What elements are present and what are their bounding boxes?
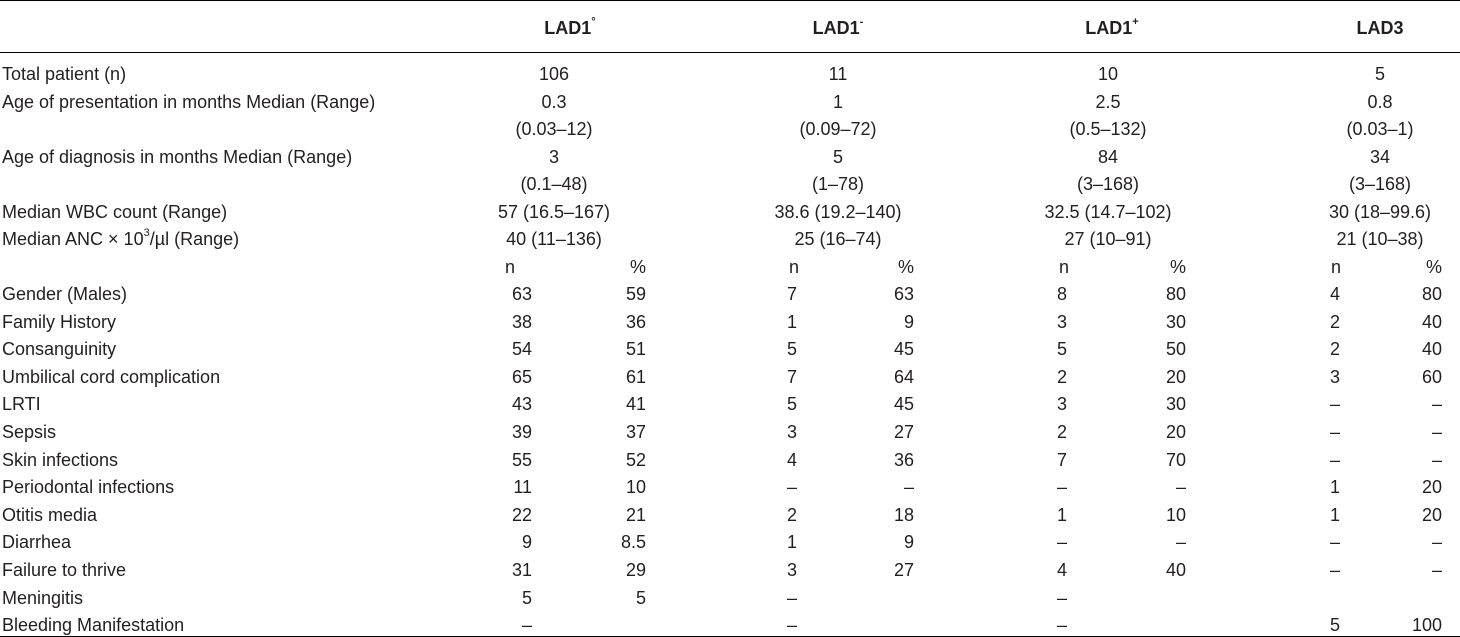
n-column-header: n xyxy=(505,257,516,277)
n-value: 5 xyxy=(1329,615,1340,636)
n-value: 22 xyxy=(511,504,532,525)
percent-column-header: % xyxy=(629,257,646,277)
n-value: 3 xyxy=(1329,366,1340,387)
summary-value: 2.5 xyxy=(1095,92,1121,112)
percent-value: 37 xyxy=(625,422,646,442)
n-value: 4 xyxy=(786,449,797,470)
percent-value: 52 xyxy=(625,449,646,470)
percent-value: 61 xyxy=(625,366,646,387)
percent-value: 8.5 xyxy=(620,532,646,553)
n-value: 2 xyxy=(1329,339,1340,360)
n-value: 2 xyxy=(1329,311,1340,332)
n-value: – xyxy=(1329,532,1340,553)
n-value: 3 xyxy=(786,560,797,580)
col-header-lad3: LAD3 xyxy=(1356,18,1404,38)
percent-value: 10 xyxy=(1165,504,1186,525)
percent-value: 63 xyxy=(893,284,914,304)
n-value: 5 xyxy=(786,339,797,360)
summary-value: 3 xyxy=(548,147,560,167)
n-value: – xyxy=(786,477,797,498)
summary-value: 38.6 (19.2–140) xyxy=(774,202,902,222)
n-value: 1 xyxy=(1056,504,1067,525)
percent-value: 20 xyxy=(1421,504,1442,525)
summary-value: 10 xyxy=(1097,64,1119,84)
percent-value: 40 xyxy=(1421,311,1442,332)
n-value: 31 xyxy=(511,560,532,580)
row-label: Consanguinity xyxy=(2,339,117,360)
n-value: 3 xyxy=(786,422,797,442)
percent-value: – xyxy=(1431,394,1442,415)
n-value: – xyxy=(786,615,797,636)
n-value: 4 xyxy=(1329,284,1340,304)
n-value: – xyxy=(1329,449,1340,470)
percent-column-header: % xyxy=(897,257,914,277)
summary-value: (0.03–12) xyxy=(515,119,593,139)
summary-value: 106 xyxy=(538,64,570,84)
n-value: 54 xyxy=(511,339,532,360)
n-value: – xyxy=(786,587,797,608)
n-value: 4 xyxy=(1056,560,1067,580)
n-value: 5 xyxy=(786,394,797,415)
n-value: 5 xyxy=(521,587,532,608)
top-rule xyxy=(0,0,1460,1)
percent-value: 41 xyxy=(625,394,646,415)
percent-value: 36 xyxy=(625,311,646,332)
summary-value: (0.1–48) xyxy=(520,174,588,194)
row-label: Family History xyxy=(2,311,117,332)
percent-value: 45 xyxy=(893,339,914,360)
header-rule xyxy=(0,52,1460,53)
percent-value: 50 xyxy=(1165,339,1186,360)
summary-value: 57 (16.5–167) xyxy=(497,202,611,222)
n-value: 1 xyxy=(1329,504,1340,525)
percent-value: 59 xyxy=(625,284,646,304)
percent-value: 20 xyxy=(1165,422,1186,442)
n-column-header: n xyxy=(789,257,800,277)
n-value: 65 xyxy=(511,366,532,387)
percent-value: 29 xyxy=(625,560,646,580)
percent-value: 36 xyxy=(893,449,914,470)
n-value: 39 xyxy=(511,422,532,442)
percent-value: 20 xyxy=(1421,477,1442,498)
percent-value: 27 xyxy=(893,560,914,580)
percent-value: 70 xyxy=(1165,449,1186,470)
n-value: 2 xyxy=(1056,366,1067,387)
row-label: Total patient (n) xyxy=(2,64,127,84)
n-value: – xyxy=(1056,587,1067,608)
row-label: Failure to thrive xyxy=(2,560,127,580)
row-label: Bleeding Manifestation xyxy=(2,615,185,636)
n-value: 38 xyxy=(511,311,532,332)
anc-value: 27 (10–91) xyxy=(1064,229,1152,249)
summary-value: 0.3 xyxy=(541,92,567,112)
percent-value: – xyxy=(903,477,914,498)
n-value: – xyxy=(1329,422,1340,442)
n-value: – xyxy=(1056,477,1067,498)
row-label: Sepsis xyxy=(2,422,57,442)
summary-value: (0.09–72) xyxy=(799,119,877,139)
n-column-header: n xyxy=(1059,257,1070,277)
percent-value: – xyxy=(1175,477,1186,498)
summary-value: (0.03–1) xyxy=(1346,119,1414,139)
percent-value: 80 xyxy=(1165,284,1186,304)
n-value: 63 xyxy=(511,284,532,304)
summary-value: 5 xyxy=(1374,64,1386,84)
summary-value: 34 xyxy=(1369,147,1391,167)
n-value: 3 xyxy=(1056,311,1067,332)
percent-value: 40 xyxy=(1165,560,1186,580)
percent-value: – xyxy=(1431,449,1442,470)
percent-value: 51 xyxy=(625,339,646,360)
n-value: 55 xyxy=(511,449,532,470)
col-header-lad1-plus: LAD1+ xyxy=(1085,16,1139,38)
percent-value: 30 xyxy=(1165,311,1186,332)
summary-value: 84 xyxy=(1097,147,1119,167)
percent-value: 21 xyxy=(625,504,646,525)
summary-value: 0.8 xyxy=(1367,92,1393,112)
n-value: – xyxy=(1056,615,1067,636)
n-column-header: n xyxy=(1331,257,1342,277)
col-header-lad1-zero: LAD1° xyxy=(544,16,596,38)
percent-value: 5 xyxy=(635,587,646,608)
anc-value: 25 (16–74) xyxy=(794,229,882,249)
row-label: Periodontal infections xyxy=(2,477,175,498)
n-value: – xyxy=(521,615,532,636)
percent-value: – xyxy=(1431,532,1442,553)
anc-label: Median ANC × $10^3/\mu l$ (Range) xyxy=(2,227,240,249)
summary-value: (3–168) xyxy=(1348,174,1412,194)
percent-value: 100 xyxy=(1411,615,1442,636)
row-label: Meningitis xyxy=(2,587,84,608)
percent-value: 10 xyxy=(625,477,646,498)
n-value: – xyxy=(1056,532,1067,553)
row-label: Gender (Males) xyxy=(2,284,128,304)
row-label: Age of diagnosis in months Median (Range) xyxy=(2,147,353,167)
percent-column-header: % xyxy=(1169,257,1186,277)
row-label: LRTI xyxy=(2,394,41,415)
summary-value: (1–78) xyxy=(811,174,865,194)
percent-value: 45 xyxy=(893,394,914,415)
n-value: 1 xyxy=(1329,477,1340,498)
percent-value: 18 xyxy=(893,504,914,525)
percent-column-header: % xyxy=(1425,257,1442,277)
anc-value: 40 (11–136) xyxy=(506,229,602,249)
n-value: 8 xyxy=(1056,284,1067,304)
percent-value: 30 xyxy=(1165,394,1186,415)
percent-value: 80 xyxy=(1421,284,1442,304)
row-label: Age of presentation in months Median (Range) xyxy=(2,92,376,112)
percent-value: 9 xyxy=(903,311,914,332)
n-value: 5 xyxy=(1056,339,1067,360)
n-value: 11 xyxy=(513,477,532,498)
summary-value: 30 (18–99.6) xyxy=(1328,202,1432,222)
n-value: 7 xyxy=(786,284,797,304)
n-value: 2 xyxy=(1056,422,1067,442)
n-value: 7 xyxy=(786,366,797,387)
n-value: 2 xyxy=(786,504,797,525)
n-value: 7 xyxy=(1056,449,1067,470)
percent-value: 20 xyxy=(1165,366,1186,387)
summary-value: (0.5–132) xyxy=(1069,119,1147,139)
n-value: 43 xyxy=(511,394,532,415)
summary-value: 32.5 (14.7–102) xyxy=(1044,202,1172,222)
row-label: Median WBC count (Range) xyxy=(2,202,228,222)
percent-value: 9 xyxy=(903,532,914,553)
n-value: 3 xyxy=(1056,394,1067,415)
summary-value: 11 xyxy=(828,64,848,84)
summary-value: 1 xyxy=(832,92,844,112)
percent-value: 40 xyxy=(1421,339,1442,360)
row-label: Diarrhea xyxy=(2,532,72,553)
n-value: – xyxy=(1329,394,1340,415)
percent-value: – xyxy=(1431,422,1442,442)
n-value: 1 xyxy=(786,311,797,332)
percent-value: – xyxy=(1175,532,1186,553)
n-value: – xyxy=(1329,560,1340,580)
anc-value: 21 (10–38) xyxy=(1336,229,1424,249)
row-label: Otitis media xyxy=(2,504,98,525)
col-header-lad1-minus: LAD1- xyxy=(812,16,864,38)
n-value: 1 xyxy=(786,532,797,553)
percent-value: – xyxy=(1431,560,1442,580)
n-value: 9 xyxy=(521,532,532,553)
row-label: Skin infections xyxy=(2,449,119,470)
percent-value: 64 xyxy=(893,366,914,387)
percent-value: 27 xyxy=(893,422,914,442)
summary-value: 5 xyxy=(832,147,844,167)
percent-value: 60 xyxy=(1421,366,1442,387)
summary-value: (3–168) xyxy=(1076,174,1140,194)
row-label: Umbilical cord complication xyxy=(2,366,221,387)
